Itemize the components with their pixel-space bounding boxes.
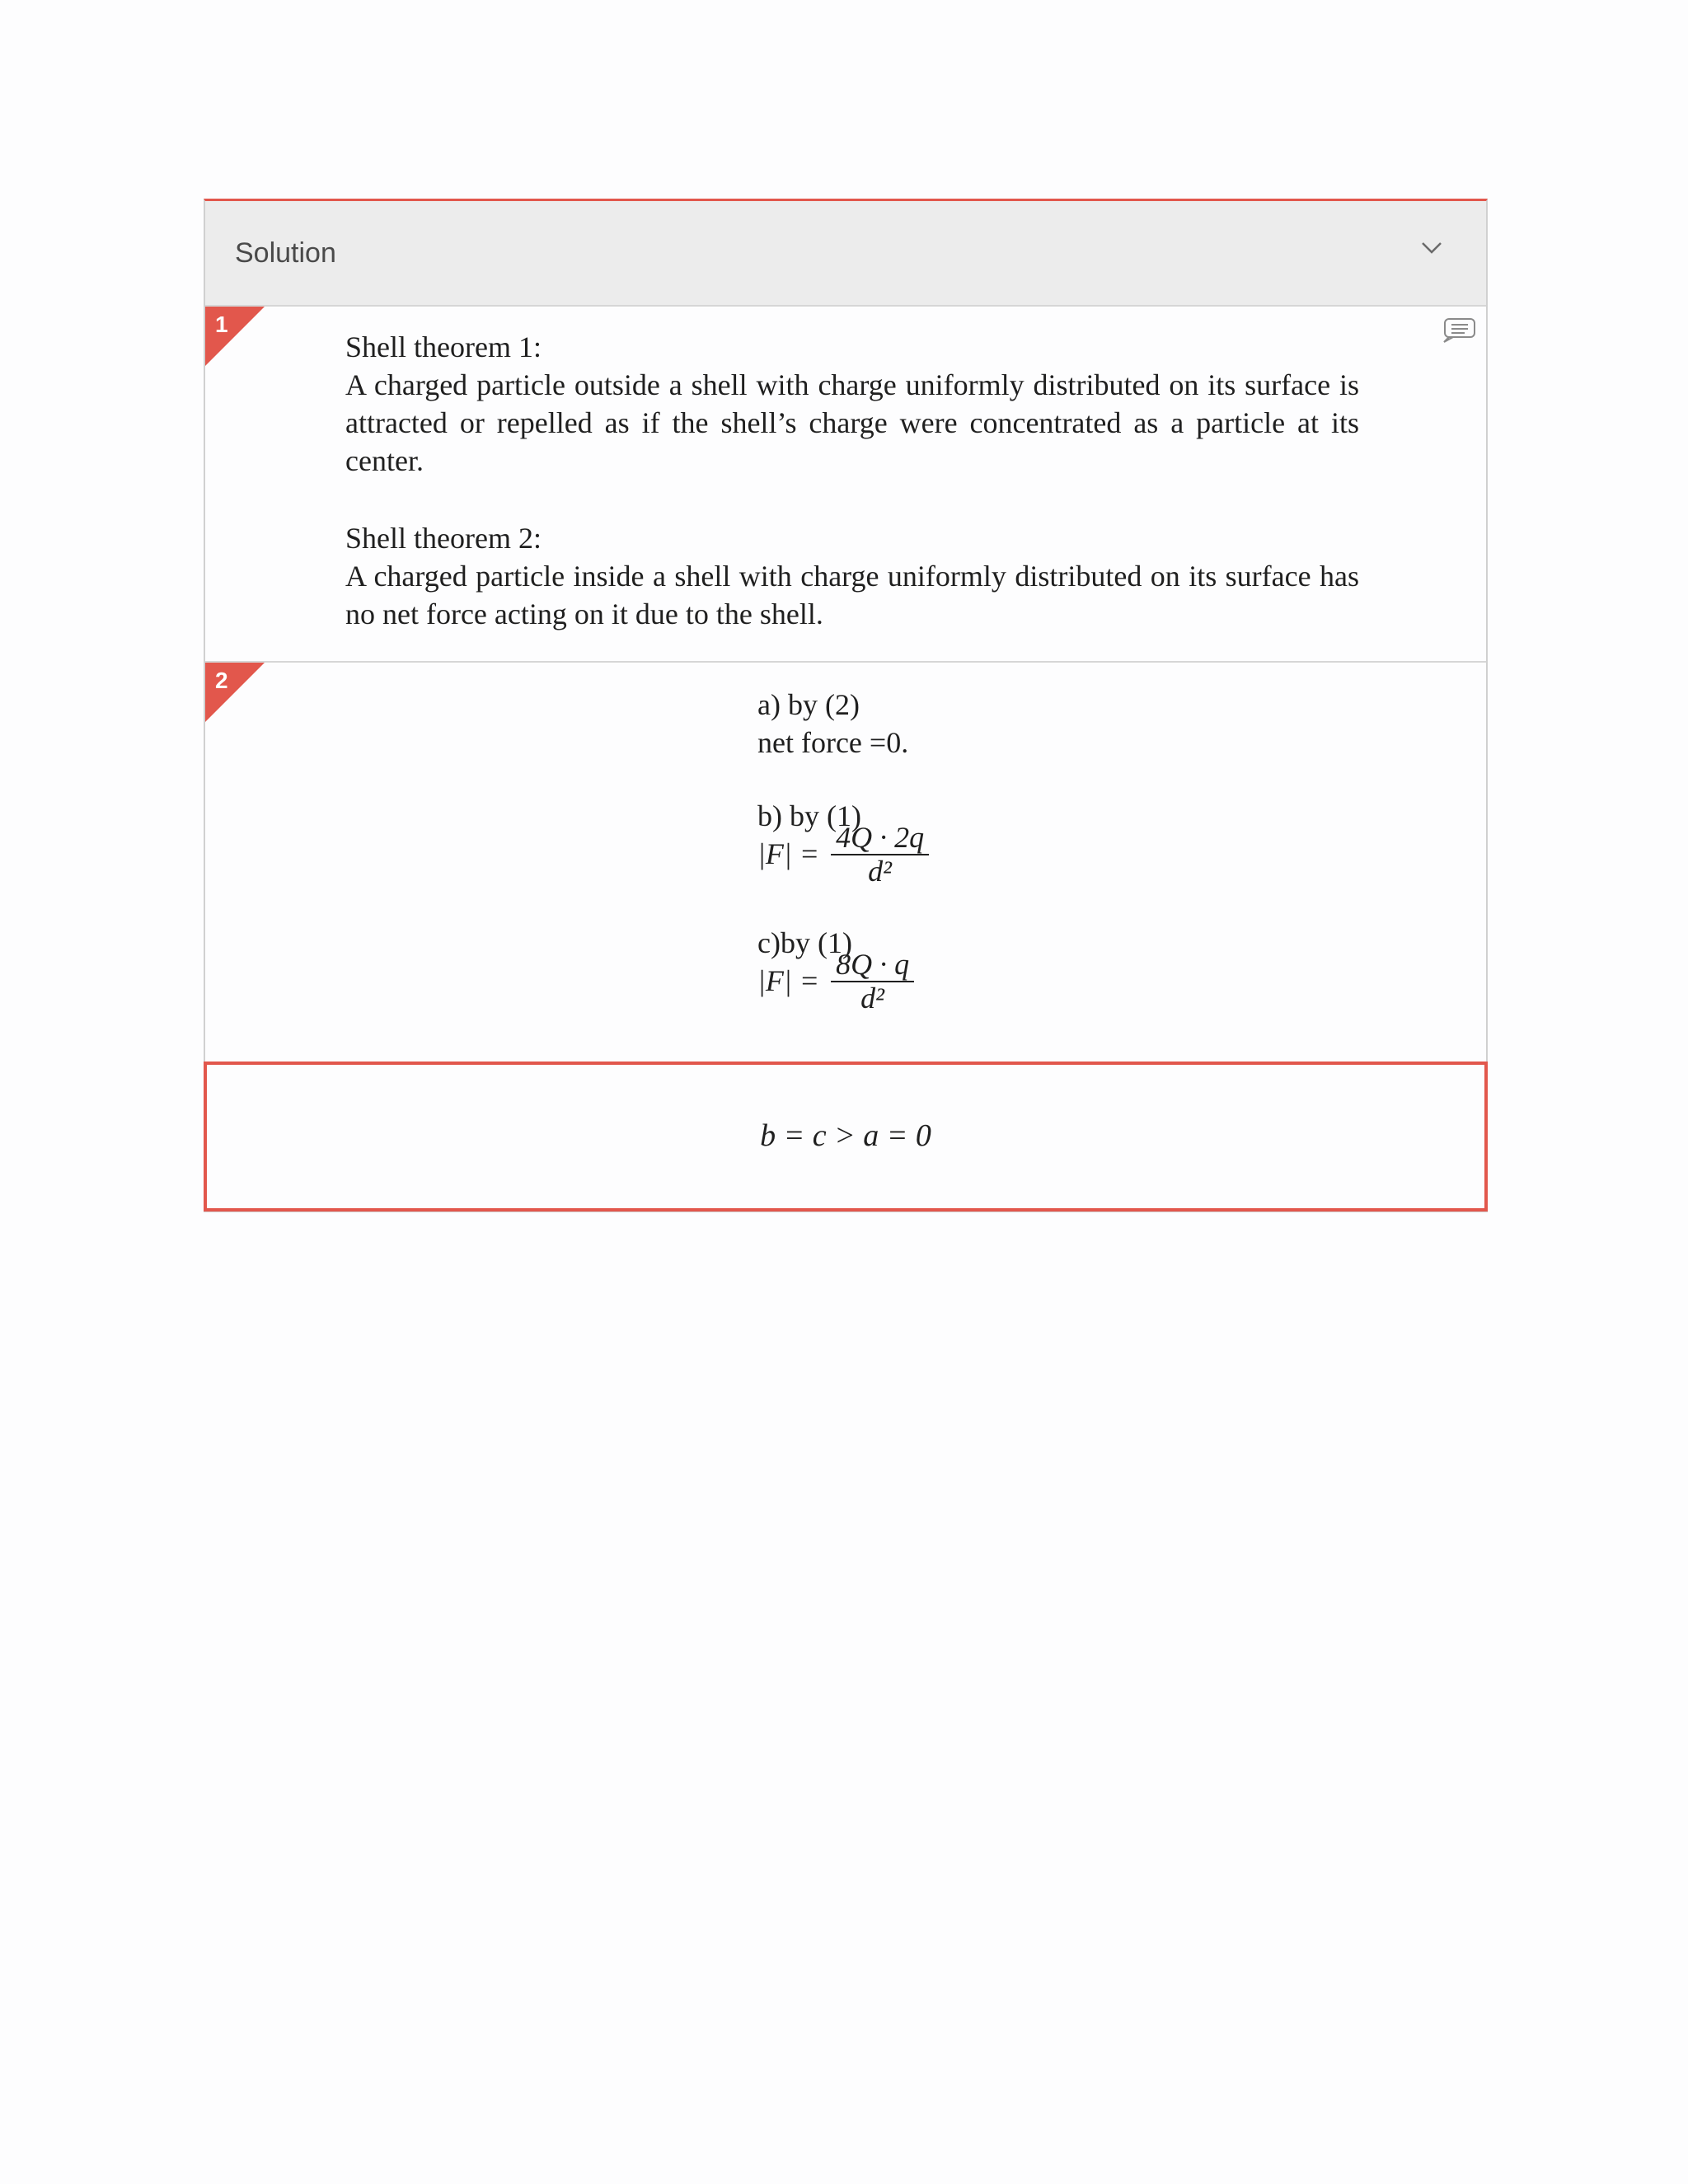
part-c-lhs: |F| =: [757, 964, 820, 997]
step-number-badge: [205, 307, 265, 366]
step-2: [205, 663, 1486, 1062]
shell-theorem-2: [345, 519, 1359, 633]
part-a: [757, 686, 908, 762]
theorem-2-title: Shell theorem 2:: [345, 522, 542, 555]
part-c: [757, 926, 914, 1014]
solution-title: Solution: [235, 237, 336, 269]
part-c-numerator: 8Q · q: [831, 948, 914, 982]
part-c-fraction: [831, 948, 914, 1014]
part-b-label: b) by (1): [757, 799, 861, 832]
part-a-result: net force =0.: [757, 726, 909, 759]
theorem-2-text: A charged particle inside a shell with charge uniformly distributed on its surface has no net force acting on it due to the shell.: [345, 560, 1359, 630]
solution-header[interactable]: [205, 201, 1486, 307]
part-b-denominator: d²: [868, 855, 892, 888]
part-b-fraction: [831, 821, 929, 887]
part-b-lhs: |F| =: [757, 837, 820, 870]
part-a-label: a) by (2): [757, 688, 860, 721]
step-number-badge: [205, 663, 265, 722]
final-answer-box: [204, 1062, 1488, 1212]
chevron-down-icon[interactable]: [1420, 236, 1443, 259]
theorem-1-text: A charged particle outside a shell with charge uniformly distributed on its surface is attracted or repelled as if the shell’s charge were concentrated as a particle at its center.: [345, 368, 1359, 477]
comment-icon[interactable]: [1442, 316, 1478, 344]
step-number: 1: [215, 312, 228, 337]
part-b-numerator: 4Q · 2q: [831, 821, 929, 855]
part-c-denominator: d²: [860, 982, 884, 1015]
step-number: 2: [215, 668, 228, 693]
part-b: [757, 799, 929, 887]
step-1: [205, 307, 1486, 663]
solution-panel: [204, 199, 1488, 1212]
shell-theorem-1: [345, 328, 1359, 480]
final-answer: b = c > a = 0: [760, 1118, 931, 1153]
part-c-label: c)by (1): [757, 926, 852, 959]
theorem-1-title: Shell theorem 1:: [345, 330, 542, 363]
